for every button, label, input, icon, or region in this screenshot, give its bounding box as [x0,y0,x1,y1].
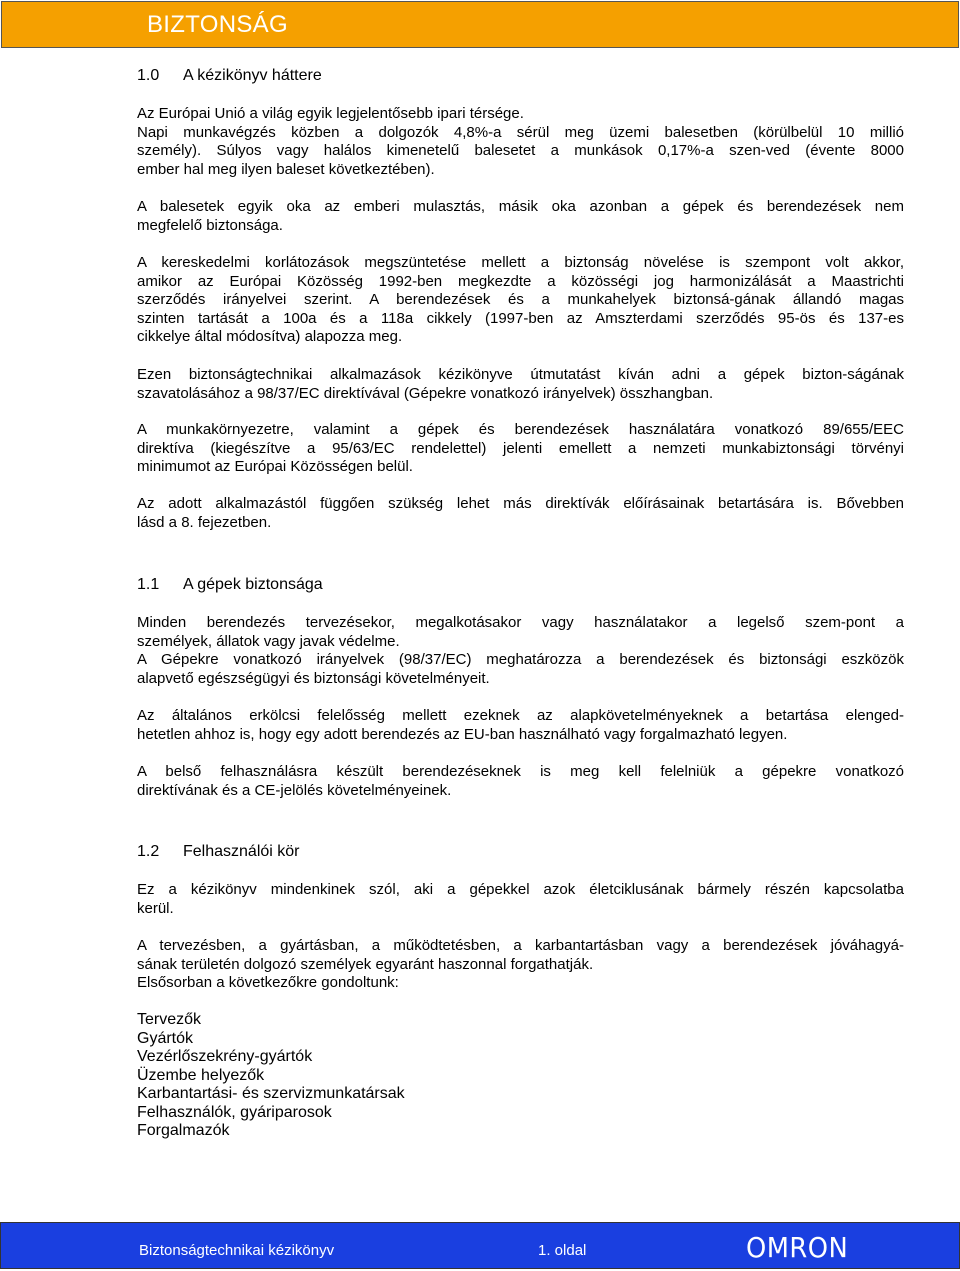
omron-logo: OMRON [746,1231,849,1264]
text-line: A tervezésben, a gyártásban, a működtetésben, a karbantartásban vagy a berendezések jóváhagyá- [137,937,904,954]
paragraph [137,495,904,532]
text-line: Minden berendezés tervezésekor, megalkotásakor vagy használatakor a legelső szem-pont a [137,614,904,631]
list-item: Üzembe helyezők [137,1066,265,1084]
list-item: Felhasználók, gyáriparosok [137,1103,332,1121]
text-line: A munkakörnyezetre, valamint a gépek és berendezések használatára vonatkozó 89/655/EEC [137,421,904,438]
paragraph [137,614,904,688]
text-line: alapvető egészségügyi és biztonsági követelményeit. [137,669,490,687]
paragraph [137,707,904,744]
footer-bar [0,1222,960,1269]
text-line: szerződés irányelvei szerint. A berendezések és a munkahelyek biztonsá-gának állandó magas [137,291,904,309]
list-item: Vezérlőszekrény-gyártók [137,1048,313,1065]
text-line: megfelelő biztonsága. [137,216,283,234]
text-line: szavatolásához a 98/37/EC direktívával (Gépekre vonatkozó irányelvek) összhangban. [137,384,714,402]
paragraph [137,937,904,993]
text-line: direktívának és a CE-jelölés követelményeinek. [137,781,452,799]
paragraph [137,763,904,800]
audience-list [137,1011,405,1141]
footer-page-number: 1. oldal [538,1242,587,1259]
paragraph [137,366,904,403]
text-line: Az általános erkölcsi felelősség mellett ezeknek az alapkövetelményeknek a betartása elenged- [137,707,904,724]
paragraph [137,254,904,347]
text-line: A kereskedelmi korlátozások megszüntetése mellett a biztonság növelése is szempont volt akkor, [137,254,904,271]
text-line: A belső felhasználásra készült berendezéseknek is meg kell felelniük a gépekre vonatkozó [137,763,904,780]
text-line: személyek, állatok vagy javak védelme. [137,632,400,650]
section-heading [137,575,323,595]
list-item: Karbantartási- és szervizmunkatársak [137,1085,405,1102]
text-line: személy). Súlyos vagy halálos kimenetelű balesetet a munkások 0,17%-a szen-ved (évente 8000 [137,142,904,160]
paragraph [137,421,904,477]
text-line: amikor az Európai Közösség 1992-ben megkezdte a közösségi jog harmonizálását a Maastrichti [137,272,904,290]
list-item: Forgalmazók [137,1122,230,1139]
page-title: BIZTONSÁG [147,11,288,38]
text-line: A balesetek egyik oka az emberi mulasztás, másik oka azonban a gépek és berendezések nem [137,198,904,215]
text-line: Napi munkavégzés közben a dolgozók 4,8%-a sérül meg üzemi balesetben (körülbelül 10 millió [137,123,904,141]
text-line: sának területén dolgozó személyek egyaránt haszonnal forgathatják. [137,955,594,973]
section-title: A kézikönyv háttere [183,67,322,84]
text-line: Elsősorban a következőkre gondoltunk: [137,974,399,992]
text-line: cikkelye által módosítva) alapozza meg. [137,328,403,346]
section-number: 1.2 [137,843,160,860]
text-line: Az Európai Unió a világ egyik legjelentősebb ipari térsége. [137,105,524,122]
footer-document-title: Biztonságtechnikai kézikönyv [139,1242,335,1259]
text-line: minimumot az Európai Közösségen belül. [137,458,413,476]
text-line: direktíva (kiegészítve a 95/63/EC rendelettel) jelenti emellett a nemzeti munkabiztonsági törvényi [137,439,904,457]
text-line: kerül. [137,899,174,917]
text-line: A Gépekre vonatkozó irányelvek (98/37/EC) meghatározza a berendezések és biztonsági eszközök [137,651,904,669]
section-number: 1.1 [137,576,160,593]
paragraph [137,198,904,235]
paragraph [137,881,904,918]
section-title: Felhasználói kör [183,843,300,860]
section-number: 1.0 [137,67,160,84]
list-item: Gyártók [137,1029,194,1047]
section-title: A gépek biztonsága [183,576,323,593]
list-item: Tervezők [137,1011,202,1028]
text-line: Ezen biztonságtechnikai alkalmazások kézikönyve útmutatást kíván adni a gépek bizton-ságának [137,366,904,383]
text-line: lásd a 8. fejezetben. [137,513,272,531]
text-line: hetetlen ahhoz is, hogy egy adott berendezés az EU-ban használható vagy forgalmazható legyen. [137,725,788,743]
text-line: szinten tartását a 100a és a 118a cikkely (1997-ben az Amszterdami szerződés 95-ös és 137-es [137,309,904,327]
paragraph [137,105,904,179]
text-line: ember hal meg ilyen baleset következtében). [137,160,435,178]
text-line: Az adott alkalmazástól függően szükség lehet más direktívák előírásainak betartására is. Bővebben [137,495,904,512]
section-heading [137,66,322,86]
header-bar [1,1,959,48]
section-heading [137,842,300,862]
text-line: Ez a kézikönyv mindenkinek szól, aki a gépekkel azok életciklusának bármely részén kapcsolatba [137,881,904,898]
